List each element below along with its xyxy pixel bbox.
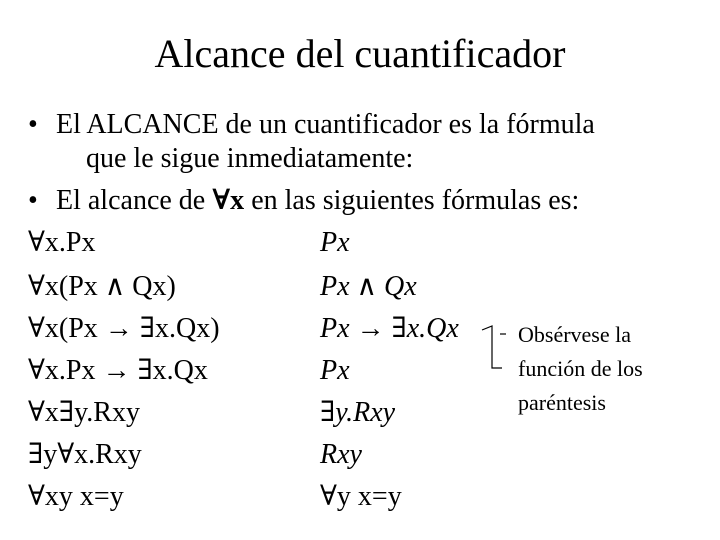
bullet-text-post: en las siguientes fórmulas es: [244, 185, 580, 216]
scope-part: y.Rxy [335, 397, 396, 428]
formula-row [28, 438, 688, 472]
scope [320, 396, 395, 430]
formula: ∀xy x=y [28, 481, 124, 512]
scope-operator: ∃ [320, 397, 336, 428]
bullet-quantifier: ∀x [212, 185, 245, 216]
bullet-marker: • [28, 109, 38, 140]
note-line: paréntesis [518, 390, 606, 415]
scope: Rxy [320, 439, 362, 470]
scope-part: Px [320, 271, 357, 302]
formula: ∀x∃y.Rxy [28, 397, 140, 428]
scope [320, 480, 402, 514]
formula-row [28, 226, 688, 260]
bracket-connector [478, 320, 518, 370]
bullet-text [56, 184, 579, 218]
slide-title: Alcance del cuantificador [154, 31, 566, 76]
scope [320, 312, 459, 346]
note-line: función de los [518, 356, 643, 381]
parentheses-note [518, 318, 713, 420]
scope-operator: ∀ [320, 481, 337, 512]
scope-part: x.Qx [406, 313, 459, 344]
scope-part: Qx [377, 271, 417, 302]
bullet-text-pre: El alcance de [56, 185, 213, 216]
bracket-line [482, 326, 502, 368]
scope-part: Px [320, 313, 357, 344]
formula-row [28, 480, 688, 514]
formula: ∀x.Px [28, 227, 96, 258]
formula: ∃y∀x.Rxy [28, 439, 142, 470]
formula-row [28, 270, 688, 304]
scope-operator: ∧ [356, 271, 378, 302]
note-line: Obsérvese la [518, 322, 632, 347]
formula: ∀x.Px → ∃x.Qx [28, 355, 208, 386]
scope: Px [320, 227, 350, 258]
bullet-marker: • [28, 185, 38, 216]
scope-operator: → ∃ [356, 313, 407, 344]
formula: ∀x(Px ∧ Qx) [28, 271, 176, 302]
bullet-line: El ALCANCE de un cuantificador es la fórmula [56, 109, 595, 140]
bullet-line-continued: que le sigue inmediatamente: [86, 143, 414, 174]
scope-part: y x=y [336, 481, 402, 512]
scope [320, 270, 417, 304]
bullet-text [56, 108, 595, 176]
formula: ∀x(Px → ∃x.Qx) [28, 313, 220, 344]
scope: Px [320, 355, 350, 386]
